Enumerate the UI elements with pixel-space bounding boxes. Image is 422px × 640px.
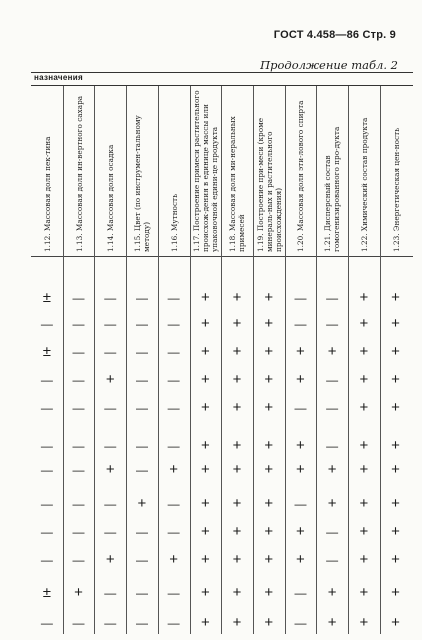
column-divider xyxy=(94,86,95,634)
column-header xyxy=(158,86,190,256)
table-cell: + xyxy=(232,315,242,332)
table-cell: — xyxy=(40,463,53,477)
table-cell: ± xyxy=(42,343,51,360)
table-cell: + xyxy=(327,461,337,478)
table-cell: + xyxy=(200,399,210,416)
table-cell: + xyxy=(232,461,242,478)
table-cell: — xyxy=(294,401,307,415)
table-cell: + xyxy=(296,371,305,388)
table-cell: — xyxy=(294,497,307,511)
column-header-label: 1.22. Химический состав продукта xyxy=(359,117,369,252)
table-cell: — xyxy=(135,616,148,630)
table-cell: + xyxy=(232,343,242,360)
table-cell: — xyxy=(294,586,307,600)
table-cell: + xyxy=(232,399,242,416)
table-cell: + xyxy=(391,461,400,478)
table-cell: + xyxy=(200,343,210,360)
table-cell: + xyxy=(232,614,242,631)
table-cell: + xyxy=(359,461,369,478)
table-cell: — xyxy=(326,439,339,453)
table-cell: — xyxy=(72,291,85,305)
table-cell: + xyxy=(169,461,179,478)
table-cell: — xyxy=(167,497,180,511)
table-cell: — xyxy=(135,525,148,539)
column-header xyxy=(31,86,63,256)
table-cell: — xyxy=(72,463,85,477)
table-cell: — xyxy=(72,497,85,511)
column-divider xyxy=(380,86,381,634)
table-cell: — xyxy=(40,401,53,415)
table-cell: + xyxy=(327,614,337,631)
table-cell: — xyxy=(135,439,148,453)
table-cell: + xyxy=(200,551,210,568)
table-cell: — xyxy=(167,439,180,453)
table-cell: — xyxy=(326,553,339,567)
table-cell: + xyxy=(264,315,274,332)
table-cell: — xyxy=(104,317,117,331)
page-header: ГОСТ 4.458—86 Стр. 9 xyxy=(273,29,396,41)
table-cell: + xyxy=(296,343,305,360)
table-cell: — xyxy=(326,401,339,415)
table-cell: + xyxy=(391,437,400,454)
column-header-label: 1.13. Массовая доля ин-вертного сахара xyxy=(74,95,84,252)
table-cell: — xyxy=(40,525,53,539)
table-cell: + xyxy=(391,523,400,540)
table-cell: — xyxy=(135,553,148,567)
table-cell: — xyxy=(104,401,117,415)
table-cell: — xyxy=(135,463,148,477)
table-cell: + xyxy=(391,584,400,601)
table-cell: + xyxy=(105,371,115,388)
table-cell: — xyxy=(104,525,117,539)
table-cell: — xyxy=(167,291,180,305)
table-cell: + xyxy=(359,614,369,631)
table-cell: + xyxy=(391,399,400,416)
table-cell: + xyxy=(327,343,337,360)
table-cell: + xyxy=(264,437,274,454)
table-cell: + xyxy=(296,437,305,454)
column-header xyxy=(348,86,380,256)
table-cell: + xyxy=(264,371,274,388)
table-cell: ± xyxy=(42,584,51,601)
table-cell: + xyxy=(200,461,210,478)
table-cell: — xyxy=(104,291,117,305)
table-cell: — xyxy=(104,345,117,359)
table-cell: — xyxy=(72,553,85,567)
table-cell: — xyxy=(326,525,339,539)
table-cell: + xyxy=(264,461,274,478)
table-cell: + xyxy=(359,371,369,388)
table-cell: + xyxy=(327,584,337,601)
column-header-label: 1.19. Построение при-меси (кроме минераль-ных и растительного происхождения) xyxy=(255,117,283,252)
table-cell: + xyxy=(200,495,210,512)
table-cell: + xyxy=(391,371,400,388)
table-cell: + xyxy=(264,399,274,416)
table-cell: + xyxy=(264,289,274,306)
table-cell: — xyxy=(72,345,85,359)
column-header-label: 1.17. Построение примеси растительного происхож-дения в единице массы или упаковочной едини-це продукта xyxy=(191,90,219,252)
table-cell: + xyxy=(200,315,210,332)
table-cell: — xyxy=(167,586,180,600)
table-cell: + xyxy=(200,614,210,631)
table-cell: + xyxy=(296,523,305,540)
column-divider xyxy=(221,86,222,634)
table-cell: + xyxy=(264,584,274,601)
table-cell: + xyxy=(359,523,369,540)
table-cell: — xyxy=(40,497,53,511)
table-cell: + xyxy=(105,551,115,568)
table-cell: — xyxy=(104,439,117,453)
table-cell: + xyxy=(200,584,210,601)
column-divider xyxy=(126,86,127,634)
table-cell: — xyxy=(167,373,180,387)
table-cell: + xyxy=(232,495,242,512)
table-cell: — xyxy=(40,439,53,453)
table-cell: + xyxy=(232,289,242,306)
column-header-label: 1.21. Дисперсный состав гомогенизированного про-дукта xyxy=(323,126,342,252)
table-cell: + xyxy=(105,461,115,478)
table-cell: + xyxy=(296,551,305,568)
table-cell: + xyxy=(359,495,369,512)
table-cell: + xyxy=(264,551,274,568)
table-cell: + xyxy=(232,371,242,388)
table-cell: — xyxy=(294,291,307,305)
table-cell: + xyxy=(359,343,369,360)
column-header xyxy=(316,86,348,256)
table-cell: — xyxy=(294,317,307,331)
data-table xyxy=(31,72,413,634)
table-cell: + xyxy=(232,523,242,540)
table-cell: + xyxy=(74,584,83,601)
column-header-label: 1.16. Мутность xyxy=(169,193,179,252)
column-header xyxy=(285,86,317,256)
column-divider xyxy=(348,86,349,634)
table-cell: + xyxy=(264,614,274,631)
column-divider xyxy=(63,86,64,634)
table-cell: — xyxy=(326,317,339,331)
column-divider xyxy=(285,86,286,634)
column-header-label: 1.20. Массовая доля эти-лового спирта xyxy=(295,100,305,252)
table-cell: — xyxy=(167,345,180,359)
column-header xyxy=(380,86,412,256)
table-cell: + xyxy=(391,343,400,360)
column-divider xyxy=(190,86,191,634)
column-divider xyxy=(316,86,317,634)
table-cell: — xyxy=(167,401,180,415)
table-cell: — xyxy=(104,586,117,600)
column-header-label: 1.23. Энергетическая цен-ность xyxy=(391,127,401,252)
table-cell: — xyxy=(167,317,180,331)
table-cell: — xyxy=(326,291,339,305)
table-cell: — xyxy=(72,317,85,331)
table-cell: — xyxy=(72,616,85,630)
table-cell: — xyxy=(135,317,148,331)
column-header-label: 1.12. Массовая доля пек-тина xyxy=(42,136,52,252)
table-cell: — xyxy=(40,373,53,387)
table-cell: + xyxy=(359,584,369,601)
table-cell: + xyxy=(200,289,210,306)
table-cell: — xyxy=(135,345,148,359)
table-cell: + xyxy=(391,551,400,568)
table-cell: + xyxy=(264,523,274,540)
table-cell: — xyxy=(135,401,148,415)
table-cell: + xyxy=(200,523,210,540)
table-cell: + xyxy=(296,461,305,478)
column-header-label: 1.15. Цвет (по инструмен-тальному методу) xyxy=(132,115,151,252)
table-cell: + xyxy=(391,495,400,512)
column-header xyxy=(63,86,95,256)
column-header xyxy=(94,86,126,256)
column-header xyxy=(190,86,222,256)
table-cell: — xyxy=(135,291,148,305)
table-head-label: назначения xyxy=(34,73,83,82)
table-cell: — xyxy=(104,497,117,511)
table-cell: + xyxy=(264,343,274,360)
table-cell: — xyxy=(40,317,53,331)
table-cell: + xyxy=(232,551,242,568)
table-cell: — xyxy=(72,373,85,387)
table-cell: + xyxy=(359,551,369,568)
table-cell: + xyxy=(137,495,147,512)
table-cell: — xyxy=(326,373,339,387)
table-cell: + xyxy=(391,614,400,631)
table-cell: + xyxy=(232,437,242,454)
table-top-rule xyxy=(31,72,413,73)
table-continuation-label: Продолжение табл. 2 xyxy=(260,58,398,72)
table-cell: + xyxy=(169,551,179,568)
table-cell: — xyxy=(72,439,85,453)
table-cell: — xyxy=(40,616,53,630)
table-cell: — xyxy=(40,553,53,567)
table-cell: ± xyxy=(42,289,51,306)
table-cell: + xyxy=(359,289,369,306)
table-cell: — xyxy=(72,525,85,539)
table-cell: + xyxy=(264,495,274,512)
table-cell: + xyxy=(359,399,369,416)
column-header-label: 1.14. Массовая доля осадка xyxy=(105,144,115,252)
column-divider xyxy=(158,86,159,634)
column-header xyxy=(253,86,285,256)
column-header xyxy=(221,86,253,256)
column-header xyxy=(126,86,158,256)
table-cell: + xyxy=(200,437,210,454)
table-cell: + xyxy=(327,495,337,512)
table-cell: — xyxy=(135,373,148,387)
table-cell: — xyxy=(167,525,180,539)
table-cell: + xyxy=(391,289,400,306)
table-cell: — xyxy=(72,401,85,415)
table-cell: — xyxy=(294,616,307,630)
table-cell: — xyxy=(104,616,117,630)
table-cell: + xyxy=(232,584,242,601)
table-cell: — xyxy=(135,586,148,600)
table-cell: — xyxy=(167,616,180,630)
table-cell: + xyxy=(391,315,400,332)
column-header-label: 1.18. Массовая доля ми-неральных примесей xyxy=(228,116,247,252)
table-cell: + xyxy=(200,371,210,388)
column-divider xyxy=(253,86,254,634)
table-cell: + xyxy=(359,315,369,332)
table-cell: + xyxy=(359,437,369,454)
